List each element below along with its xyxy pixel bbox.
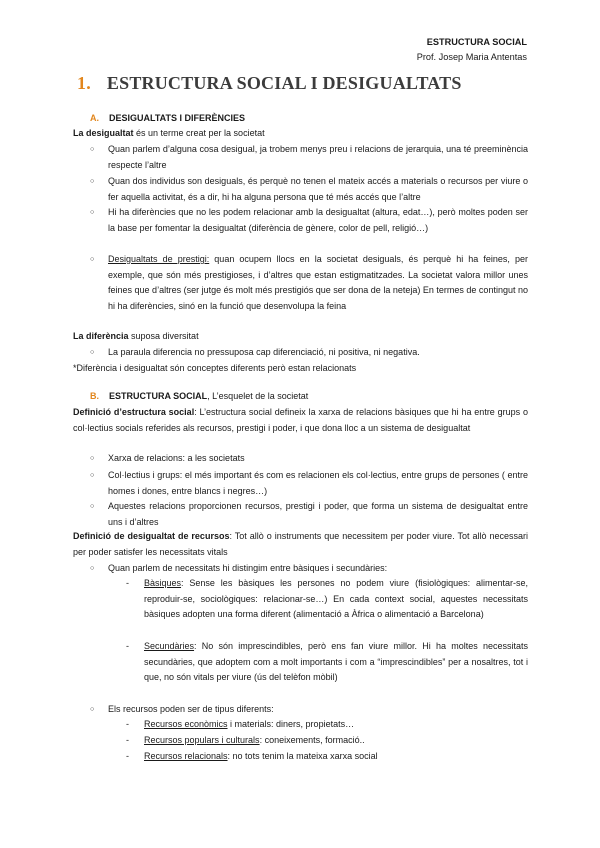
secondary-text: : No són imprescindibles, però ens fan viure millor. Hi ha moltes necessitats secundàries, que adoptem com a molt importants i com a “imprescindibles” per a nosaltres, tot i que, no són vitals per viure (ús del telèfon mòbil) xyxy=(144,641,528,682)
section-b-def-term: Definició d’estructura social xyxy=(73,407,195,417)
resources-text: : Tot allò o instruments que necessitem per poder viure. Tot allò necessari per poder satisfer les necessitats vitals xyxy=(73,531,528,557)
basic-term: Bàsiques xyxy=(144,578,182,588)
resource-type-item xyxy=(144,749,528,765)
resource-type-term: Recursos econòmics xyxy=(144,719,228,729)
section-a-letter: A. xyxy=(90,113,99,123)
section-b-letter: B. xyxy=(90,391,99,401)
section-a-bullet-3: ○ Hi ha diferències que no les podem relacionar amb la desigualtat (altura, edat…), però moltes poden ser la base per fomentar la desigualtat (diferència de gènere, color de pell, religió…) xyxy=(108,205,528,236)
secondary-needs-item xyxy=(144,639,528,686)
resource-type-term: Recursos relacionals xyxy=(144,751,228,761)
needs-bullet: ○ Quan parlem de necessitats hi distingim entre bàsiques i secundàries: xyxy=(108,561,528,577)
section-b-subtitle: , L’esquelet de la societat xyxy=(207,391,309,401)
header-doc-title: ESTRUCTURA SOCIAL xyxy=(426,37,527,47)
resource-type-item xyxy=(144,717,528,733)
secondary-term: Secundàries xyxy=(144,641,195,651)
section-a-def-text: és un terme creat per la societat xyxy=(133,128,265,138)
section-b-bullet-3: ○ Aquestes relacions proporcionen recursos, prestigi i poder, que forma un sistema de desigualtat entre uns i d’altres xyxy=(108,499,528,530)
section-a-difference xyxy=(73,329,528,345)
section-b-definition xyxy=(73,405,528,436)
diff-term: La diferència xyxy=(73,331,129,341)
section-b-def-text: : L’estructura social defineix la xarxa de relacions bàsiques que hi ha entre grups o col·lectius socials referides als recursos, prestigi i poder, i que dona lloc a un sistema de desigualtat xyxy=(73,407,528,433)
section-b-bullet-1: ○ Xarxa de relacions: a les societats xyxy=(108,451,528,467)
header-author: Prof. Josep Maria Antentas xyxy=(416,52,527,62)
section-b-title: ESTRUCTURA SOCIAL xyxy=(109,391,208,401)
section-a-title: DESIGUALTATS I DIFERÈNCIES xyxy=(109,113,246,123)
resource-type-item xyxy=(144,733,528,749)
section-a-bullet-2: ○ Quan dos individus son desiguals, és perquè no tenen el mateix accés a materials o recursos per viure o fer aquella activitat, és a dir, hi ha alguna persona que té més accés que l’altre xyxy=(108,174,528,205)
section-b-bullet-2: ○ Col·lectius i grups: el més important és com es relacionen els col·lectius, entre grups de persones ( entre homes i dones, entre blancs i negres…) xyxy=(108,468,528,499)
basic-needs-item xyxy=(144,576,528,623)
section-b-resources-definition xyxy=(73,529,528,560)
section-a-note: *Diferència i desigualtat són conceptes diferents però estan relacionats xyxy=(73,363,357,373)
resource-type-term: Recursos populars i culturals xyxy=(144,735,260,745)
prestige-term: Desigualtats de prestigi: xyxy=(108,254,210,264)
section-a-heading xyxy=(90,113,245,123)
prestige-text: quan ocupem llocs en la societat desiguals, és perquè hi ha feines, per exemple, que són més prestigioses, i d’altres que estan estigmatitzades. La societat valora millor unes feines que d’altres (ser jutge és molt més prestigiós que ser dona de la neteja) En termes de contingut no hi ha diferències, sinó en la funció que desenvolupa la feina xyxy=(108,254,528,311)
section-a-definition xyxy=(73,126,528,142)
types-bullet: ○ Els recursos poden ser de tipus diferents: xyxy=(108,702,528,718)
section-a-diff-bullet: ○ La paraula diferencia no pressuposa cap diferenciació, ni positiva, ni negativa. xyxy=(108,345,528,361)
main-title-number: 1. xyxy=(77,73,91,93)
main-title xyxy=(77,73,462,94)
diff-text: suposa diversitat xyxy=(128,331,199,341)
resource-type-text: : coneixements, formació.. xyxy=(259,735,365,745)
resources-term: Definició de desigualtat de recursos xyxy=(73,531,230,541)
section-b-heading xyxy=(90,391,308,401)
resource-type-text: i materials: diners, propietats… xyxy=(227,719,355,729)
basic-text: : Sense les bàsiques les persones no podem viure (fisiològiques: alimentar-se, reproduir-se, sociològiques: relacionar-se…) En cada context social, aquestes necessitats bàsiques adopten una forma diferent (alimentació a Àfrica o alimentació a Barcelona) xyxy=(144,578,528,619)
section-a-bullet-1: ○ Quan parlem d’alguna cosa desigual, ja trobem menys preu i relacions de jerarquia, una té preeminència respecte l’altre xyxy=(108,142,528,173)
section-a-def-term: La desigualtat xyxy=(73,128,134,138)
section-a-prestige-bullet xyxy=(108,252,528,314)
main-title-text: ESTRUCTURA SOCIAL I DESIGUALTATS xyxy=(106,73,462,93)
resource-type-text: : no tots tenim la mateixa xarxa social xyxy=(227,751,378,761)
